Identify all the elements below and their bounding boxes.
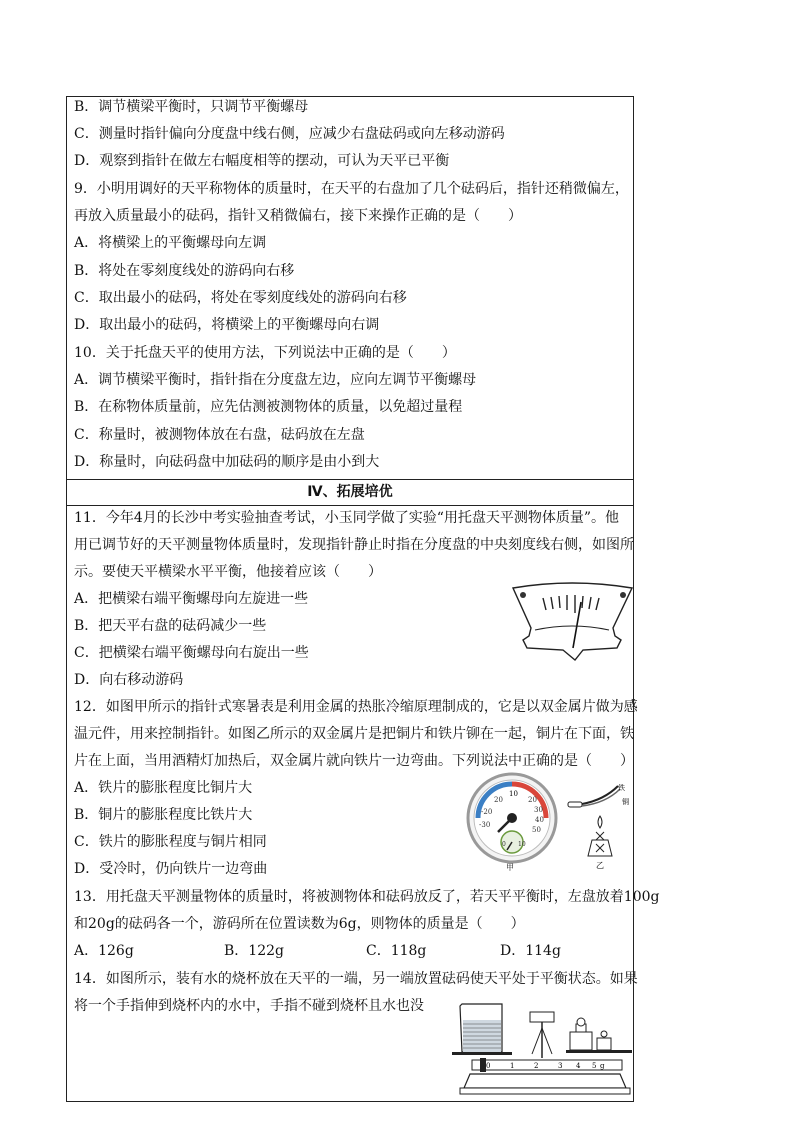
- q10-option-d: D．称量时，向砝码盘中加砝码的顺序是由小到大: [74, 454, 380, 470]
- section-divider-bottom: [66, 505, 634, 506]
- scale-num-0: 0: [486, 1062, 491, 1070]
- q13-stem-line1: 13．用托盘天平测量物体的质量时，将被测物体和砝码放反了，若天平平衡时，左盘放着100g: [74, 889, 660, 905]
- q9-stem-line2: 再放入质量最小的砝码，指针又稍微偏右，接下来操作正确的是（ ）: [74, 208, 522, 224]
- q11-option-b: B．把天平右盘的砝码减少一些: [74, 618, 267, 634]
- q12-option-d: D．受冷时，仍向铁片一边弯曲: [74, 861, 268, 877]
- q12-stem-line1: 12．如图甲所示的指针式寒暑表是利用金属的热胀冷缩原理制成的，它是以双金属片做为感: [74, 699, 638, 715]
- q13-option-d: D．114g: [500, 943, 561, 959]
- q10-option-c: C．称量时，被测物体放在右盘，砝码放在左盘: [74, 427, 365, 443]
- q11-stem-line2: 用已调节好的天平测量物体质量时，发现指针静止时指在分度盘的中央刻度线右侧，如图所: [74, 537, 634, 553]
- q8-option-d: D．观察到指针在做左右幅度相等的摆动，可认为天平已平衡: [74, 153, 450, 169]
- q11-stem-line3: 示。要使天平横梁水平平衡，他接着应该（ ）: [74, 564, 382, 580]
- q13-option-a: A．126g: [74, 943, 134, 959]
- thermo-right-4: 50: [532, 826, 541, 834]
- q8-option-b: B．调节横梁平衡时，只调节平衡螺母: [74, 99, 309, 115]
- scale-unit: g: [600, 1062, 605, 1070]
- q9-option-c: C．取出最小的砝码，将处在零刻度线处的游码向右移: [74, 290, 407, 306]
- q9-option-a: A．将横梁上的平衡螺母向左调: [74, 235, 267, 251]
- scale-num-5: 5: [592, 1062, 597, 1070]
- scale-num-1: 1: [510, 1062, 515, 1070]
- q11-option-d: D．向右移动游码: [74, 672, 184, 688]
- q12-stem-line2: 温元件，用来控制指针。如图乙所示的双金属片是把铜片和铁片铆在一起，铜片在下面，铁: [74, 726, 634, 742]
- q14-stem-line1: 14．如图所示，装有水的烧杯放在天平的一端，另一端放置砝码使天平处于平衡状态。如果: [74, 971, 638, 987]
- scale-num-3: 3: [558, 1062, 563, 1070]
- q12-option-c: C．铁片的膨胀程度与铜片相同: [74, 834, 267, 850]
- q12-option-b: B．铜片的膨胀程度比铁片大: [74, 807, 253, 823]
- q9-option-d: D．取出最小的砝码，将横梁上的平衡螺母向右调: [74, 317, 380, 333]
- q10-stem: 10．关于托盘天平的使用方法，下列说法中正确的是（ ）: [74, 345, 456, 361]
- q8-option-c: C．测量时指针偏向分度盘中线右侧，应减少右盘砝码或向左移动游码: [74, 126, 505, 142]
- thermo-left-2: -30: [479, 821, 491, 829]
- thermo-right-2: 30: [534, 806, 543, 814]
- thermo-left-3: 20: [494, 796, 503, 804]
- thermo-right-1: 20: [528, 796, 537, 804]
- thermo-top-mark: 10: [509, 790, 518, 798]
- q9-stem-line1: 9．小明用调好的天平称物体的质量时，在天平的右盘加了几个砝码后，指针还稍微偏左，: [74, 181, 629, 197]
- figure-label-jia: 甲: [506, 863, 514, 872]
- q11-option-a: A．把横梁右端平衡螺母向左旋进一些: [74, 591, 309, 607]
- label-tie: 铁: [618, 784, 625, 792]
- section-divider-top: [66, 479, 634, 480]
- q14-stem-line2: 将一个手指伸到烧杯内的水中，手指不碰到烧杯且水也没: [74, 998, 424, 1014]
- q13-option-c: C．118g: [366, 943, 427, 959]
- scale-num-4: 4: [576, 1062, 581, 1070]
- label-tong: 铜: [622, 798, 629, 806]
- q10-option-a: A．调节横梁平衡时，指针指在分度盘左边，应向左调节平衡螺母: [74, 372, 477, 388]
- beaker-balance-figure: [450, 998, 634, 1102]
- balance-dial-figure: [505, 578, 640, 662]
- q13-option-b: B．122g: [224, 943, 284, 959]
- thermo-right-3: 40: [535, 816, 544, 824]
- thermometer-figure: [462, 772, 564, 872]
- section-heading: Ⅳ、拓展培优: [307, 484, 393, 500]
- q10-option-b: B．在称物体质量前，应先估测被测物体的质量，以免超过量程: [74, 399, 463, 415]
- scale-num-2: 2: [534, 1062, 539, 1070]
- q11-option-c: C．把横梁右端平衡螺母向右旋出一些: [74, 645, 309, 661]
- q13-stem-line2: 和20g的砝码各一个，游码所在位置读数为6g，则物体的质量是（ ）: [74, 916, 525, 932]
- thermo-bottom-1: 0: [502, 841, 506, 848]
- q11-stem-line1: 11．今年4月的长沙中考实验抽查考试，小玉同学做了实验“用托盘天平测物体质量”。他: [74, 510, 620, 526]
- figure-label-yi: 乙: [596, 861, 604, 870]
- q9-option-b: B．将处在零刻度线处的游码向右移: [74, 263, 295, 279]
- thermo-left-1: -20: [481, 808, 493, 816]
- bimetal-strip-figure: [566, 782, 636, 870]
- q12-stem-line3: 片在上面，当用酒精灯加热后，双金属片就向铁片一边弯曲。下列说法中正确的是（ ）: [74, 753, 634, 769]
- thermo-bottom-2: 10: [518, 841, 526, 848]
- q12-option-a: A．铁片的膨胀程度比铜片大: [74, 780, 253, 796]
